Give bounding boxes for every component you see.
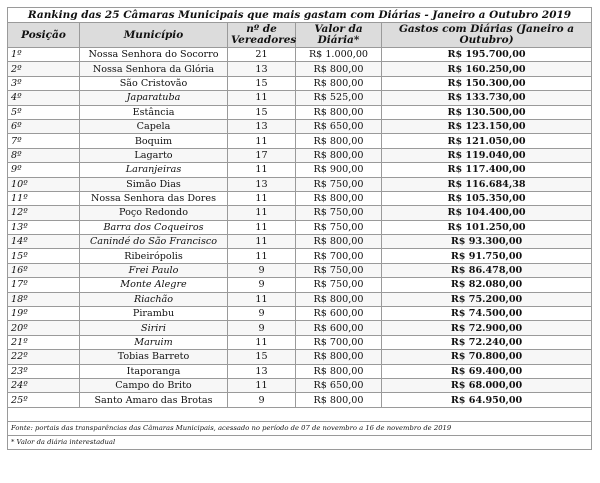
- cell-municipio: Frei Paulo: [80, 263, 228, 277]
- cell-vereadores: 11: [228, 91, 296, 105]
- cell-gastos: R$ 150.300,00: [382, 76, 592, 90]
- table-row: [8, 206, 592, 220]
- table-row: [8, 393, 592, 407]
- cell-vereadores: 11: [228, 220, 296, 234]
- cell-municipio: Poço Redondo: [80, 206, 228, 220]
- table-row: [8, 163, 592, 177]
- cell-gastos: R$ 68.000,00: [382, 378, 592, 392]
- cell-vereadores: 11: [228, 378, 296, 392]
- cell-posicao: 10º: [8, 177, 80, 191]
- cell-gastos: R$ 116.684,38: [382, 177, 592, 191]
- cell-posicao: 22º: [8, 350, 80, 364]
- table-row: [8, 76, 592, 90]
- cell-vereadores: 15: [228, 350, 296, 364]
- source-footnote: Fonte: portais das transparências das Câmaras Municipais, acessado no período de 07 de novembro a 16 de novembro de 2019: [8, 421, 592, 435]
- header-row: [8, 23, 592, 48]
- cell-valor-diaria: R$ 800,00: [296, 105, 382, 119]
- ranking-sheet: [7, 7, 591, 450]
- cell-posicao: 6º: [8, 119, 80, 133]
- cell-posicao: 18º: [8, 292, 80, 306]
- cell-posicao: 16º: [8, 263, 80, 277]
- cell-valor-diaria: R$ 750,00: [296, 220, 382, 234]
- table-row: [8, 378, 592, 392]
- cell-gastos: R$ 104.400,00: [382, 206, 592, 220]
- table-row: [8, 148, 592, 162]
- cell-municipio: Japaratuba: [80, 91, 228, 105]
- cell-municipio: Itaporanga: [80, 364, 228, 378]
- cell-vereadores: 13: [228, 62, 296, 76]
- cell-gastos: R$ 91.750,00: [382, 249, 592, 263]
- table-row: [8, 220, 592, 234]
- cell-gastos: R$ 121.050,00: [382, 134, 592, 148]
- cell-municipio: Pirambu: [80, 307, 228, 321]
- cell-posicao: 24º: [8, 378, 80, 392]
- cell-valor-diaria: R$ 800,00: [296, 148, 382, 162]
- cell-posicao: 1º: [8, 48, 80, 62]
- table-row: [8, 249, 592, 263]
- asterisk-footnote: * Valor da diária interestadual: [8, 435, 592, 449]
- cell-gastos: R$ 93.300,00: [382, 235, 592, 249]
- cell-gastos: R$ 123.150,00: [382, 119, 592, 133]
- cell-valor-diaria: R$ 800,00: [296, 62, 382, 76]
- cell-municipio: Riachão: [80, 292, 228, 306]
- cell-vereadores: 11: [228, 335, 296, 349]
- cell-gastos: R$ 74.500,00: [382, 307, 592, 321]
- cell-valor-diaria: R$ 700,00: [296, 335, 382, 349]
- table-row: [8, 263, 592, 277]
- cell-valor-diaria: R$ 700,00: [296, 249, 382, 263]
- source-note-row: [8, 421, 592, 435]
- cell-vereadores: 11: [228, 134, 296, 148]
- cell-posicao: 15º: [8, 249, 80, 263]
- cell-valor-diaria: R$ 750,00: [296, 206, 382, 220]
- cell-municipio: Santo Amaro das Brotas: [80, 393, 228, 407]
- cell-gastos: R$ 195.700,00: [382, 48, 592, 62]
- cell-posicao: 3º: [8, 76, 80, 90]
- cell-municipio: Canindé do São Francisco: [80, 235, 228, 249]
- cell-valor-diaria: R$ 800,00: [296, 364, 382, 378]
- table-row: [8, 364, 592, 378]
- cell-posicao: 2º: [8, 62, 80, 76]
- cell-posicao: 12º: [8, 206, 80, 220]
- cell-vereadores: 11: [228, 292, 296, 306]
- cell-municipio: Laranjeiras: [80, 163, 228, 177]
- cell-posicao: 11º: [8, 191, 80, 205]
- table-row: [8, 134, 592, 148]
- ranking-table: [7, 7, 592, 450]
- cell-valor-diaria: R$ 800,00: [296, 235, 382, 249]
- cell-gastos: R$ 70.800,00: [382, 350, 592, 364]
- cell-municipio: Siriri: [80, 321, 228, 335]
- cell-valor-diaria: R$ 800,00: [296, 191, 382, 205]
- cell-gastos: R$ 86.478,00: [382, 263, 592, 277]
- cell-municipio: Nossa Senhora do Socorro: [80, 48, 228, 62]
- cell-municipio: Lagarto: [80, 148, 228, 162]
- cell-municipio: Simão Dias: [80, 177, 228, 191]
- table-row: [8, 278, 592, 292]
- asterisk-note-row: [8, 435, 592, 449]
- cell-posicao: 17º: [8, 278, 80, 292]
- cell-municipio: Nossa Senhora das Dores: [80, 191, 228, 205]
- table-row: [8, 62, 592, 76]
- cell-vereadores: 9: [228, 393, 296, 407]
- cell-valor-diaria: R$ 900,00: [296, 163, 382, 177]
- table-row: [8, 350, 592, 364]
- cell-gastos: R$ 72.900,00: [382, 321, 592, 335]
- cell-municipio: Nossa Senhora da Glória: [80, 62, 228, 76]
- cell-vereadores: 9: [228, 278, 296, 292]
- cell-municipio: Boquim: [80, 134, 228, 148]
- cell-gastos: R$ 64.950,00: [382, 393, 592, 407]
- cell-valor-diaria: R$ 600,00: [296, 321, 382, 335]
- cell-gastos: R$ 72.240,00: [382, 335, 592, 349]
- cell-vereadores: 11: [228, 235, 296, 249]
- cell-vereadores: 11: [228, 191, 296, 205]
- cell-gastos: R$ 101.250,00: [382, 220, 592, 234]
- cell-valor-diaria: R$ 750,00: [296, 263, 382, 277]
- header-posicao: Posição: [8, 23, 80, 48]
- cell-posicao: 25º: [8, 393, 80, 407]
- cell-vereadores: 21: [228, 48, 296, 62]
- cell-posicao: 23º: [8, 364, 80, 378]
- header-vereadores: nº de Vereadores: [228, 23, 296, 48]
- header-municipio: Município: [80, 23, 228, 48]
- table-row: [8, 235, 592, 249]
- cell-posicao: 21º: [8, 335, 80, 349]
- cell-posicao: 20º: [8, 321, 80, 335]
- cell-vereadores: 9: [228, 263, 296, 277]
- cell-gastos: R$ 75.200,00: [382, 292, 592, 306]
- cell-posicao: 13º: [8, 220, 80, 234]
- cell-gastos: R$ 69.400,00: [382, 364, 592, 378]
- cell-valor-diaria: R$ 750,00: [296, 278, 382, 292]
- cell-valor-diaria: R$ 800,00: [296, 76, 382, 90]
- cell-valor-diaria: R$ 800,00: [296, 292, 382, 306]
- header-gastos: Gastos com Diárias (Janeiro a Outubro): [382, 23, 592, 48]
- cell-valor-diaria: R$ 750,00: [296, 177, 382, 191]
- cell-municipio: Estância: [80, 105, 228, 119]
- cell-gastos: R$ 105.350,00: [382, 191, 592, 205]
- cell-valor-diaria: R$ 800,00: [296, 393, 382, 407]
- cell-valor-diaria: R$ 800,00: [296, 350, 382, 364]
- cell-gastos: R$ 82.080,00: [382, 278, 592, 292]
- table-title: Ranking das 25 Câmaras Municipais que mais gastam com Diárias - Janeiro a Outubro 2019: [8, 8, 592, 23]
- table-row: [8, 119, 592, 133]
- cell-posicao: 19º: [8, 307, 80, 321]
- cell-municipio: Barra dos Coqueiros: [80, 220, 228, 234]
- table-row: [8, 177, 592, 191]
- table-row: [8, 307, 592, 321]
- table-row: [8, 48, 592, 62]
- cell-vereadores: 11: [228, 206, 296, 220]
- cell-municipio: Monte Alegre: [80, 278, 228, 292]
- table-row: [8, 91, 592, 105]
- cell-valor-diaria: R$ 525,00: [296, 91, 382, 105]
- cell-vereadores: 13: [228, 177, 296, 191]
- table-row: [8, 321, 592, 335]
- cell-vereadores: 15: [228, 76, 296, 90]
- cell-valor-diaria: R$ 650,00: [296, 378, 382, 392]
- cell-valor-diaria: R$ 800,00: [296, 134, 382, 148]
- table-row: [8, 191, 592, 205]
- cell-gastos: R$ 133.730,00: [382, 91, 592, 105]
- cell-municipio: Campo do Brito: [80, 378, 228, 392]
- cell-vereadores: 13: [228, 364, 296, 378]
- cell-vereadores: 13: [228, 119, 296, 133]
- cell-valor-diaria: R$ 650,00: [296, 119, 382, 133]
- cell-valor-diaria: R$ 1.000,00: [296, 48, 382, 62]
- table-row: [8, 105, 592, 119]
- cell-municipio: São Cristovão: [80, 76, 228, 90]
- cell-gastos: R$ 130.500,00: [382, 105, 592, 119]
- cell-posicao: 8º: [8, 148, 80, 162]
- cell-vereadores: 11: [228, 163, 296, 177]
- cell-posicao: 7º: [8, 134, 80, 148]
- cell-gastos: R$ 117.400,00: [382, 163, 592, 177]
- spacer-row: [8, 407, 592, 421]
- cell-valor-diaria: R$ 600,00: [296, 307, 382, 321]
- cell-vereadores: 9: [228, 307, 296, 321]
- cell-vereadores: 9: [228, 321, 296, 335]
- cell-municipio: Tobias Barreto: [80, 350, 228, 364]
- cell-posicao: 9º: [8, 163, 80, 177]
- cell-posicao: 4º: [8, 91, 80, 105]
- cell-municipio: Ribeirópolis: [80, 249, 228, 263]
- cell-vereadores: 11: [228, 249, 296, 263]
- cell-posicao: 5º: [8, 105, 80, 119]
- cell-municipio: Maruim: [80, 335, 228, 349]
- table-row: [8, 335, 592, 349]
- table-row: [8, 292, 592, 306]
- cell-vereadores: 17: [228, 148, 296, 162]
- cell-gastos: R$ 160.250,00: [382, 62, 592, 76]
- cell-vereadores: 15: [228, 105, 296, 119]
- cell-posicao: 14º: [8, 235, 80, 249]
- cell-gastos: R$ 119.040,00: [382, 148, 592, 162]
- cell-municipio: Capela: [80, 119, 228, 133]
- header-valor-diaria: Valor da Diária*: [296, 23, 382, 48]
- table-body: [8, 48, 592, 408]
